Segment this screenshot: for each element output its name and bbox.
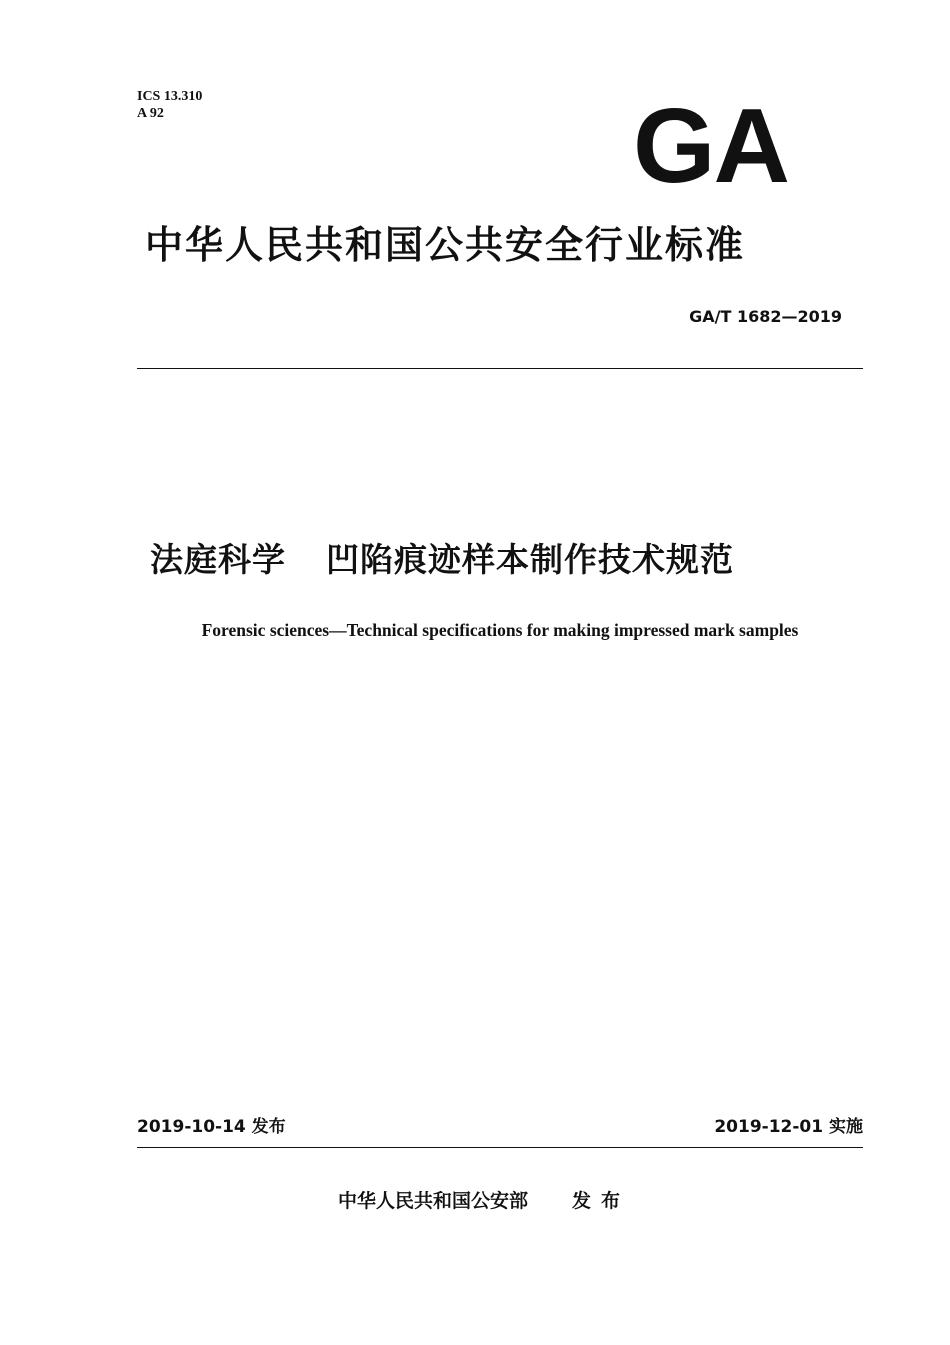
top-divider bbox=[137, 368, 863, 369]
bottom-divider bbox=[137, 1147, 863, 1148]
publisher-name: 中华人民共和国公安部 bbox=[338, 1190, 529, 1212]
publisher-line bbox=[338, 1188, 630, 1214]
standard-category-title: 中华人民共和国公共安全行业标准 bbox=[145, 223, 746, 267]
standard-code: GA/T 1682—2019 bbox=[689, 307, 842, 326]
classification-codes bbox=[137, 88, 202, 122]
document-title-en: Forensic sciences—Technical specifications for making impressed mark samples bbox=[201, 620, 799, 640]
implementation-date: 2019-12-01 实施 bbox=[714, 1117, 863, 1137]
title-cn-part2: 凹陷痕迹样本制作技术规范 bbox=[326, 540, 734, 579]
publish-action: 发布 bbox=[572, 1190, 631, 1212]
issue-date: 2019-10-14 发布 bbox=[137, 1117, 286, 1137]
document-title-cn bbox=[150, 539, 850, 581]
title-cn-part1: 法庭科学 bbox=[150, 540, 286, 579]
ga-logo: GA bbox=[633, 100, 788, 192]
ics-code: ICS 13.310 bbox=[137, 89, 203, 104]
ccs-code: A 92 bbox=[137, 106, 164, 121]
